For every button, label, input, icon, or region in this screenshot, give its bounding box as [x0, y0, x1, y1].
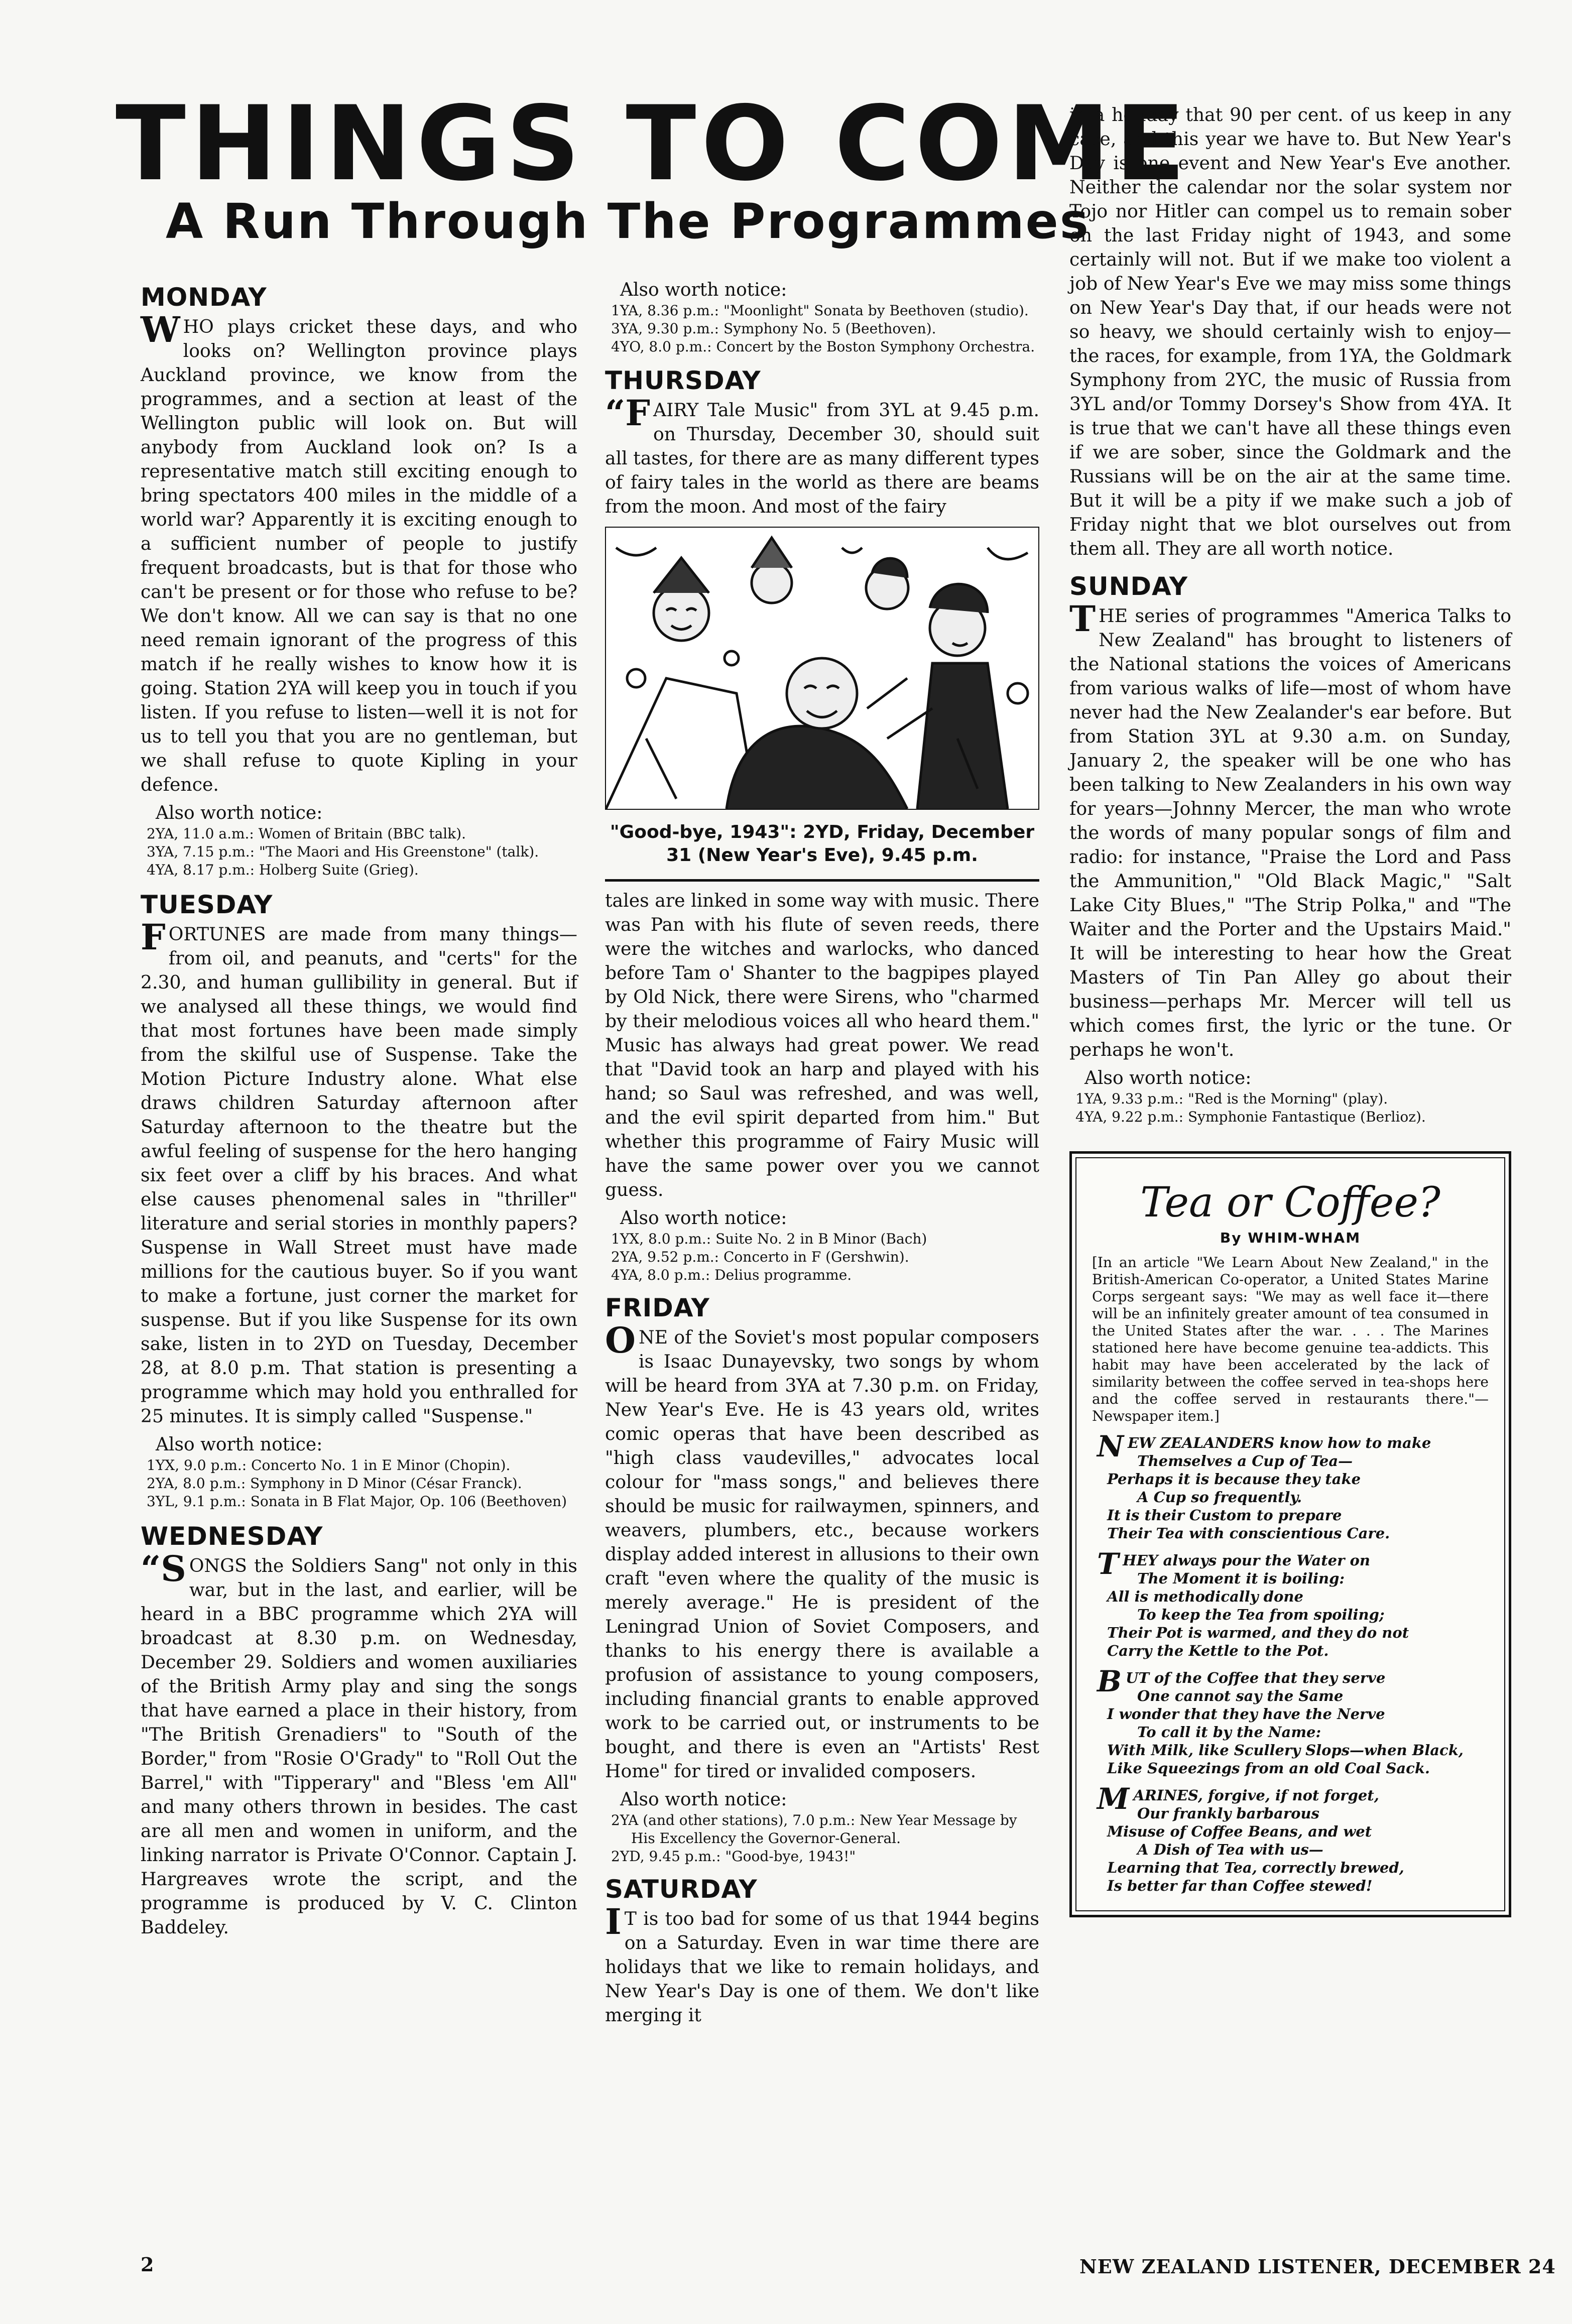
page-title: THINGS TO COME [115, 84, 1190, 204]
tuesday-notice: 2YA, 8.0 p.m.: Symphony in D Minor (César Franck). [147, 1475, 522, 1492]
poem-stanza [1097, 1547, 1489, 1660]
page-number: 2 [141, 2253, 155, 2276]
page-subtitle: A Run Through The Programmes [166, 193, 1090, 250]
poem-line: EW ZEALANDERS know how to make [1128, 1434, 1431, 1451]
tuesday-heading: TUESDAY [141, 890, 273, 919]
thursday-heading: THURSDAY [605, 366, 761, 395]
party-cartoon-image [606, 528, 1039, 809]
column-left [141, 279, 577, 1939]
poem-title: Tea or Coffee? [1140, 1179, 1440, 1227]
stanza-dropcap: M [1097, 1782, 1130, 1816]
stanza-dropcap: B [1097, 1664, 1122, 1698]
monday-notice: 2YA, 11.0 a.m.: Women of Britain (BBC talk). [147, 825, 466, 842]
monday-notice-heading: Also worth notice: [156, 803, 323, 823]
column-middle [605, 279, 1039, 2027]
tuesday-body: FORTUNES are made from many things—from oil, and peanuts, and "certs" for the 2.30, and human gullibility in general. But if we analysed all these things, we would find that most fortunes have been made simply from the skilful use of Suspense. Take the Motion Picture Industry alone. What else draws children Saturday afternoon after Saturday afternoon to the theatre but the awful feeling of suspense for the hero hanging six feet over a cliff by his braces. And what else causes phenomenal sales in "thriller" literature and serial stories in monthly papers? Suspense in Wall Street must have made millions for the cautious buyer. So if you want to make a fortune, just corner the market for suspense. But if you like Suspense for its own sake, listen in to 2YD on Tuesday, December 28, at 8.0 p.m. That station is presenting a programme which may hold you enthralled for 25 minutes. It is simply called "Suspense." [141, 916, 577, 1427]
tea-or-coffee-box [1069, 1151, 1511, 1917]
poem-epigraph: [In an article "We Learn About New Zealand," in the British-American Co-operator, a United States Marine Corps sergeant says: "We may as well face it—there will be an infinitely greater amount of tea consumed in the United States after the war. . . . The Marines stationed here have become genuine tea-addicts. This habit may have been accelerated by the lack of similarity between the coffee served in tea-shops here and the coffee served in restaurants there."— Newspaper item.] [1092, 1254, 1489, 1424]
poem-line: With Milk, like Scullery Slops—when Black, [1107, 1742, 1464, 1759]
poem-line: To keep the Tea from spoiling; [1137, 1606, 1385, 1623]
tuesday-section [141, 890, 577, 1511]
poem-stanza [1097, 1664, 1489, 1777]
friday-notice: 2YD, 9.45 p.m.: "Good-bye, 1943!" [611, 1848, 856, 1865]
wednesday-notice: 1YA, 8.36 p.m.: "Moonlight" Sonata by Beethoven (studio). [611, 302, 1029, 319]
wednesday-notice-heading: Also worth notice: [620, 280, 787, 300]
friday-heading: FRIDAY [605, 1293, 710, 1322]
poem-line: Learning that Tea, correctly brewed, [1107, 1859, 1404, 1876]
poem-line: ARINES, forgive, if not forget, [1133, 1787, 1379, 1804]
tuesday-dropcap: F [141, 916, 166, 958]
poem-line: Carry the Kettle to the Pot. [1107, 1642, 1329, 1659]
friday-notice: 2YA (and other stations), 7.0 p.m.: New Year Message by His Excellency the Governor-General. [611, 1812, 1017, 1847]
saturday-section [605, 1875, 1039, 2027]
thursday-notice: 2YA, 9.52 p.m.: Concerto in F (Gershwin). [611, 1249, 909, 1265]
sunday-heading: SUNDAY [1069, 572, 1188, 601]
thursday-dropcap: “F [605, 392, 650, 434]
thursday-notice: 4YA, 8.0 p.m.: Delius programme. [611, 1267, 852, 1283]
poem-line: To call it by the Name: [1137, 1724, 1321, 1741]
sunday-notice: 4YA, 9.22 p.m.: Symphonie Fantastique (Berlioz). [1075, 1109, 1426, 1125]
saturday-heading: SATURDAY [605, 1875, 758, 1904]
poem-line: Like Squeezings from an old Coal Sack. [1107, 1760, 1430, 1777]
sunday-notice-heading: Also worth notice: [1084, 1068, 1252, 1088]
poem-line: Misuse of Coffee Beans, and wet [1107, 1823, 1372, 1840]
column-right [1069, 103, 1511, 1917]
friday-notice-heading: Also worth notice: [620, 1789, 787, 1810]
illustration-caption: "Good-bye, 1943": 2YD, Friday, December 31 (New Year's Eve), 9.45 p.m. [610, 822, 1035, 866]
sunday-body: THE series of programmes "America Talks to New Zealand" has brought to listeners of the National stations the voices of Americans from various walks of life—most of whom have never had the New Zealander's ear before. But from Station 3YL at 9.30 a.m. on Sunday, January 2, the speaker will be one who has been talking to New Zealanders in his own way for years—Johnny Mercer, the man who wrote the words of many popular songs of film and radio: for instance, "Praise the Lord and Pass the Ammunition," "Old Black Magic," "Salt Lake City Blues," "The Strip Polka," and "The Waiter and the Porter and the Upstairs Maid." It will be interesting to hear how the Great Masters of Tin Pan Alley go about their business—perhaps Mr. Mercer will tell us which comes first, the lyric or the tune. Or perhaps he won't. [1069, 598, 1511, 1060]
poem-line: Our frankly barbarous [1137, 1805, 1319, 1822]
monday-heading: MONDAY [141, 283, 267, 312]
poem-line: Their Tea with conscientious Care. [1107, 1525, 1390, 1542]
poem-line: A Cup so frequently. [1137, 1489, 1302, 1506]
tuesday-notice-heading: Also worth notice: [156, 1434, 323, 1455]
saturday-body: I T is too bad for some of us that 1944 begins on a Saturday. Even in war time there are holidays that we like to remain holidays, and New Year's Day is one of them. We don't like merging it [605, 1901, 1039, 2026]
sunday-dropcap: T [1069, 598, 1096, 640]
poem-line: A Dish of Tea with us— [1137, 1841, 1323, 1858]
thursday-body-top: “FAIRY Tale Music" from 3YL at 9.45 p.m. on Thursday, December 30, should suit all tastes, for there are as many different types of fairy tales in the world as there are beams from the moon. And most of the fairy [605, 392, 1039, 517]
wednesday-body: “SONGS the Soldiers Sang" not only in this war, but in the last, and earlier, will be heard in a BBC programme which 2YA will broadcast at 8.30 p.m. on Wednesday, December 29. Soldiers and women auxiliaries of the British Army play and sing the songs that have earned a place in their history, from "The British Grenadiers" to "South of the Border," from "Rosie O'Grady" to "Roll Out the Barrel," with "Tipperary" and "Bless 'em All" and many others thrown in besides. The cast are all men and women in uniform, and the linking narrator is Private O'Connor. Captain J. Hargreaves wrote the script, and the programme is produced by V. C. Clinton Baddeley. [141, 1548, 577, 1938]
wednesday-dropcap: “S [141, 1548, 186, 1589]
wednesday-notice: 3YA, 9.30 p.m.: Symphony No. 5 (Beethoven). [611, 320, 936, 337]
poem-line: Is better far than Coffee stewed! [1107, 1877, 1373, 1894]
stanza-dropcap: T [1097, 1547, 1119, 1581]
saturday-body-continued: in a holiday that 90 per cent. of us keep in any case, and this year we have to. But New Year's Day is one event and New Year's Eve another. Neither the calendar nor the solar system nor Tojo nor Hitler can compel us to remain sober on the last Friday night of 1943, and some certainly will not. But if we make too violent a job of New Year's Eve we may miss some things on New Year's Day that, if our heads were not so heavy, we should certainly wish to enjoy—the races, for example, from 1YA, the Goldmark Symphony from 2YC, the music of Russia from 3YL and/or Tommy Dorsey's Show from 4YA. It is true that we can't have all these things even if we are sober, since the Goldmark and the Russians will be on the air at the same time. But it will be a pity if we make such a job of Friday night that we blot ourselves out from them all. They are all worth notice. [1069, 104, 1511, 559]
poem-line: HEY always pour the Water on [1123, 1552, 1370, 1569]
poem-byline: By WHIM-WHAM [1220, 1230, 1361, 1246]
wednesday-section [141, 1522, 577, 1939]
thursday-section [605, 366, 1039, 1284]
poem-line: It is their Custom to prepare [1107, 1507, 1342, 1524]
poem-line: I wonder that they have the Nerve [1107, 1705, 1385, 1723]
wednesday-heading: WEDNESDAY [141, 1522, 323, 1551]
thursday-notice-heading: Also worth notice: [620, 1208, 787, 1229]
poem-line: Their Pot is warmed, and they do not [1107, 1624, 1409, 1641]
friday-body: ONE of the Soviet's most popular composers is Isaac Dunayevsky, two songs by whom will be heard from 3YA at 7.30 p.m. on Friday, New Year's Eve. He is 43 years old, writes comic operas that have been described as "high class vaudevilles," advocates local colour for "mass songs," and believes there should be music for railwaymen, spinners, and weavers, plumbers, etc., because workers display added interest in allusions to their own craft "even where the quality of the music is merely average." He is president of the Leningrad Union of Soviet Composers, and thanks to his energy there is available a profusion of assistance to young composers, including financial grants to enable approved work to be carried out, or instruments to be bought, and there is even an "Artists' Rest Home" for tired or invalided composers. [605, 1319, 1039, 1782]
poem-line: UT of the Coffee that they serve [1126, 1669, 1386, 1686]
poem-line: All is methodically done [1107, 1588, 1303, 1605]
stanza-dropcap: N [1097, 1429, 1124, 1463]
tuesday-notice: 1YX, 9.0 p.m.: Concerto No. 1 in E Minor (Chopin). [147, 1457, 511, 1474]
thursday-body-bottom: tales are linked in some way with music. There was Pan with his flute of seven reeds, there were the witches and warlocks, who danced before Tam o' Shanter to the bagpipes played by Old Nick, there were Sirens, who "charmed by their melodious voices all who heard them." Music has always had great power. We read that "David took an harp and played with his hand; so Saul was refreshed, and was well, and the evil spirit departed from him." But whether this programme of Fairy Music will have the same power over you we cannot guess. [605, 890, 1039, 1200]
tuesday-notice: 3YL, 9.1 p.m.: Sonata in B Flat Major, Op. 106 (Beethoven) [147, 1493, 567, 1510]
poem-line: The Moment it is boiling: [1137, 1570, 1345, 1587]
monday-dropcap: W [141, 309, 180, 350]
poem-line: One cannot say the Same [1137, 1687, 1344, 1704]
friday-section [605, 1293, 1039, 1866]
caption-rule [605, 879, 1039, 882]
poem-line: Perhaps it is because they take [1107, 1471, 1361, 1488]
friday-dropcap: O [605, 1319, 636, 1361]
party-illustration [605, 527, 1039, 810]
sunday-section [1069, 572, 1511, 1126]
wednesday-notice: 4YO, 8.0 p.m.: Concert by the Boston Symphony Orchestra. [611, 338, 1035, 355]
poem-line: Themselves a Cup of Tea— [1137, 1452, 1353, 1470]
thursday-notice: 1YX, 8.0 p.m.: Suite No. 2 in B Minor (Bach) [611, 1231, 927, 1247]
sunday-notice: 1YA, 9.33 p.m.: "Red is the Morning" (play). [1075, 1090, 1388, 1107]
monday-body: WHO plays cricket these days, and who looks on? Wellington province plays Auckland province, we know from the programmes, and a section at least of the Wellington public will look on. But will anybody from Auckland look on? Is a representative match still exciting enough to bring spectators 400 miles in the middle of a world war? Apparently it is exciting enough to a sufficient number of people to justify frequent broadcasts, but is that for those who can't be present or for those who refuse to be? We don't know. All we can say is that no one need remain ignorant of the progress of this match if he really wishes to know how it is going. Station 2YA will keep you in touch if you listen. If you refuse to listen—well it is not for us to tell you that you are no gentleman, but we shall refuse to quote Kipling in your defence. [141, 309, 577, 795]
monday-section [141, 283, 577, 879]
poem-stanza [1097, 1429, 1489, 1542]
monday-notice: 4YA, 8.17 p.m.: Holberg Suite (Grieg). [147, 862, 419, 878]
monday-notice: 3YA, 7.15 p.m.: "The Maori and His Greenstone" (talk). [147, 843, 539, 860]
saturday-dropcap: I [605, 1901, 622, 1942]
poem-stanza [1097, 1782, 1489, 1895]
publication-footer: NEW ZEALAND LISTENER, DECEMBER 24 [1079, 2255, 1556, 2278]
